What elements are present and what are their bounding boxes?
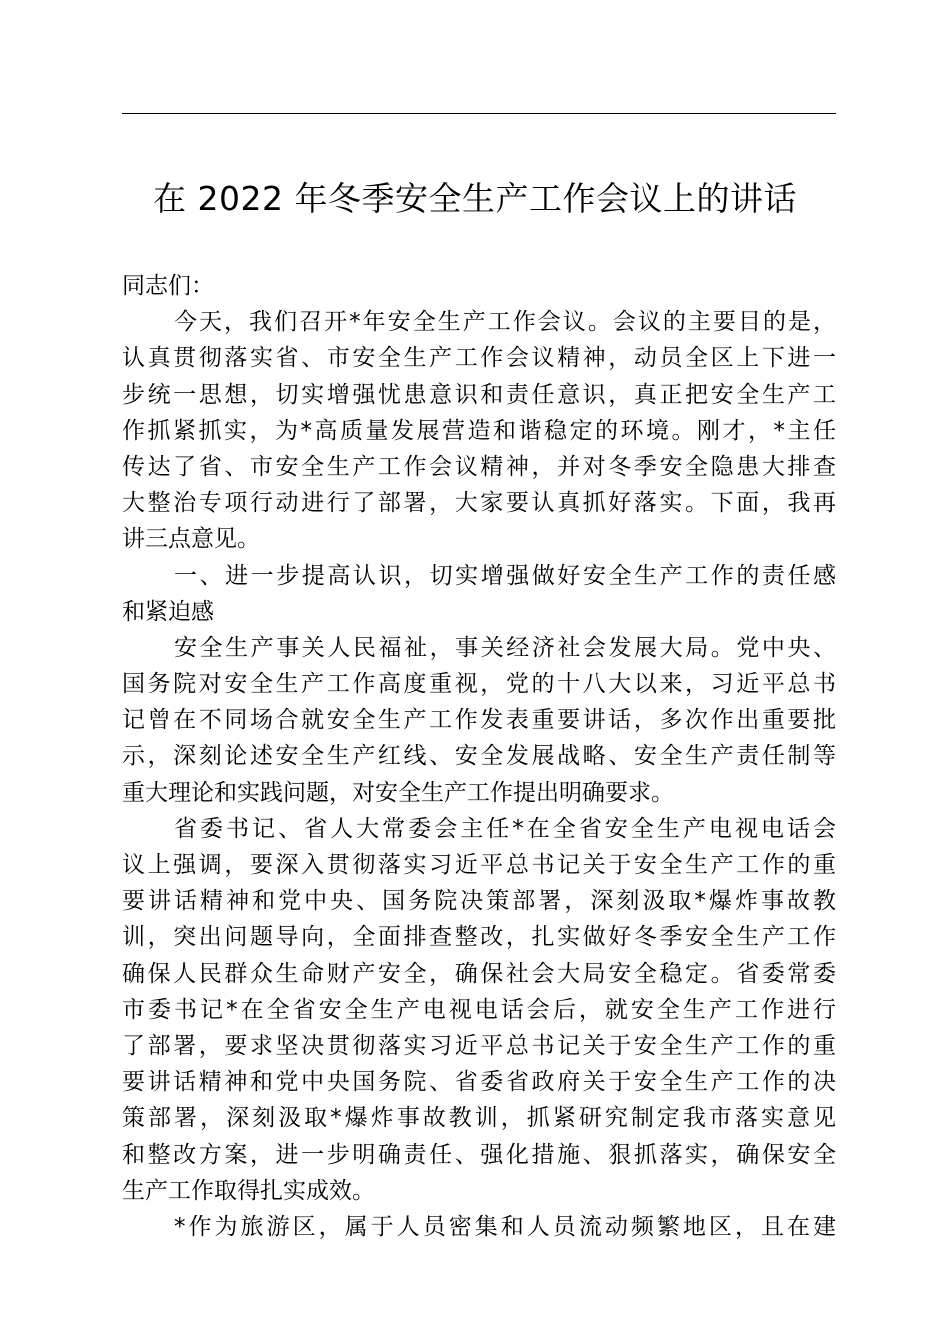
document-body [122,268,836,1245]
text-line: 了部署，要求坚决贯彻落实习近平总书记关于安全生产工作的重 [122,1032,836,1059]
text-line: 要讲话精神和党中央国务院、省委省政府关于安全生产工作的决 [122,1069,836,1096]
text-line: 省委书记、省人大常委会主任*在全省安全生产电视电话会 [174,815,836,842]
heading-line: 和紧迫感 [122,598,214,625]
paragraph-intro [122,304,836,557]
text-line: 今天，我们召开*年安全生产工作会议。会议的主要目的是， [174,309,836,336]
text-line: 国务院对安全生产工作高度重视，党的十八大以来，习近平总书 [122,671,836,698]
text-line: 步统一思想，切实增强忧患意识和责任意识，真正把安全生产工 [122,381,836,408]
text-line: 示，深刻论述安全生产红线、安全发展战略、安全生产责任制等 [122,743,836,770]
text-line: 确保人民群众生命财产安全，确保社会大局安全稳定。省委常委 [122,960,836,987]
text-line: 大整治专项行动进行了部署，大家要认真抓好落实。下面，我再 [122,490,836,517]
heading-line: 一、进一步提高认识，切实增强做好安全生产工作的责任感 [174,562,836,589]
text-line: 作抓紧抓实，为*高质量发展营造和谐稳定的环境。刚才，*主任 [122,417,836,444]
text-line: 和整改方案，进一步明确责任、强化措施、狠抓落实，确保安全 [122,1141,836,1168]
text-line: 认真贯彻落实省、市安全生产工作会议精神，动员全区上下进一 [122,345,836,372]
section-heading-1 [122,558,836,630]
document-title: 在 2022 年冬季安全生产工作会议上的讲话 [153,179,797,218]
text-line: 安全生产事关人民福祉，事关经济社会发展大局。党中央、 [174,634,836,661]
text-line: 要讲话精神和党中央、国务院决策部署，深刻汲取*爆炸事故教 [122,888,836,915]
text-line: 训，突出问题导向，全面排查整改，扎实做好冬季安全生产工作 [122,924,836,951]
paragraph-4 [122,1209,836,1245]
text-line: 策部署，深刻汲取*爆炸事故教训，抓紧研究制定我市落实意见 [122,1105,836,1132]
text-line: 传达了省、市安全生产工作会议精神，并对冬季安全隐患大排查 [122,453,836,480]
text-line: *作为旅游区，属于人员密集和人员流动频繁地区，且在建 [174,1213,836,1240]
text-line: 市委书记*在全省安全生产电视电话会后，就安全生产工作进行 [122,996,836,1023]
text-line: 讲三点意见。 [122,526,260,553]
paragraph-2 [122,630,836,811]
text-line: 议上强调，要深入贯彻落实习近平总书记关于安全生产工作的重 [122,852,836,878]
text-line: 重大理论和实践问题，对安全生产工作提出明确要求。 [122,779,674,806]
header-rule [122,113,836,114]
text-line: 记曾在不同场合就安全生产工作发表重要讲话，多次作出重要批 [122,707,836,734]
paragraph-3 [122,811,836,1209]
salutation: 同志们： [122,273,214,299]
text-line: 生产工作取得扎实成效。 [122,1177,375,1204]
